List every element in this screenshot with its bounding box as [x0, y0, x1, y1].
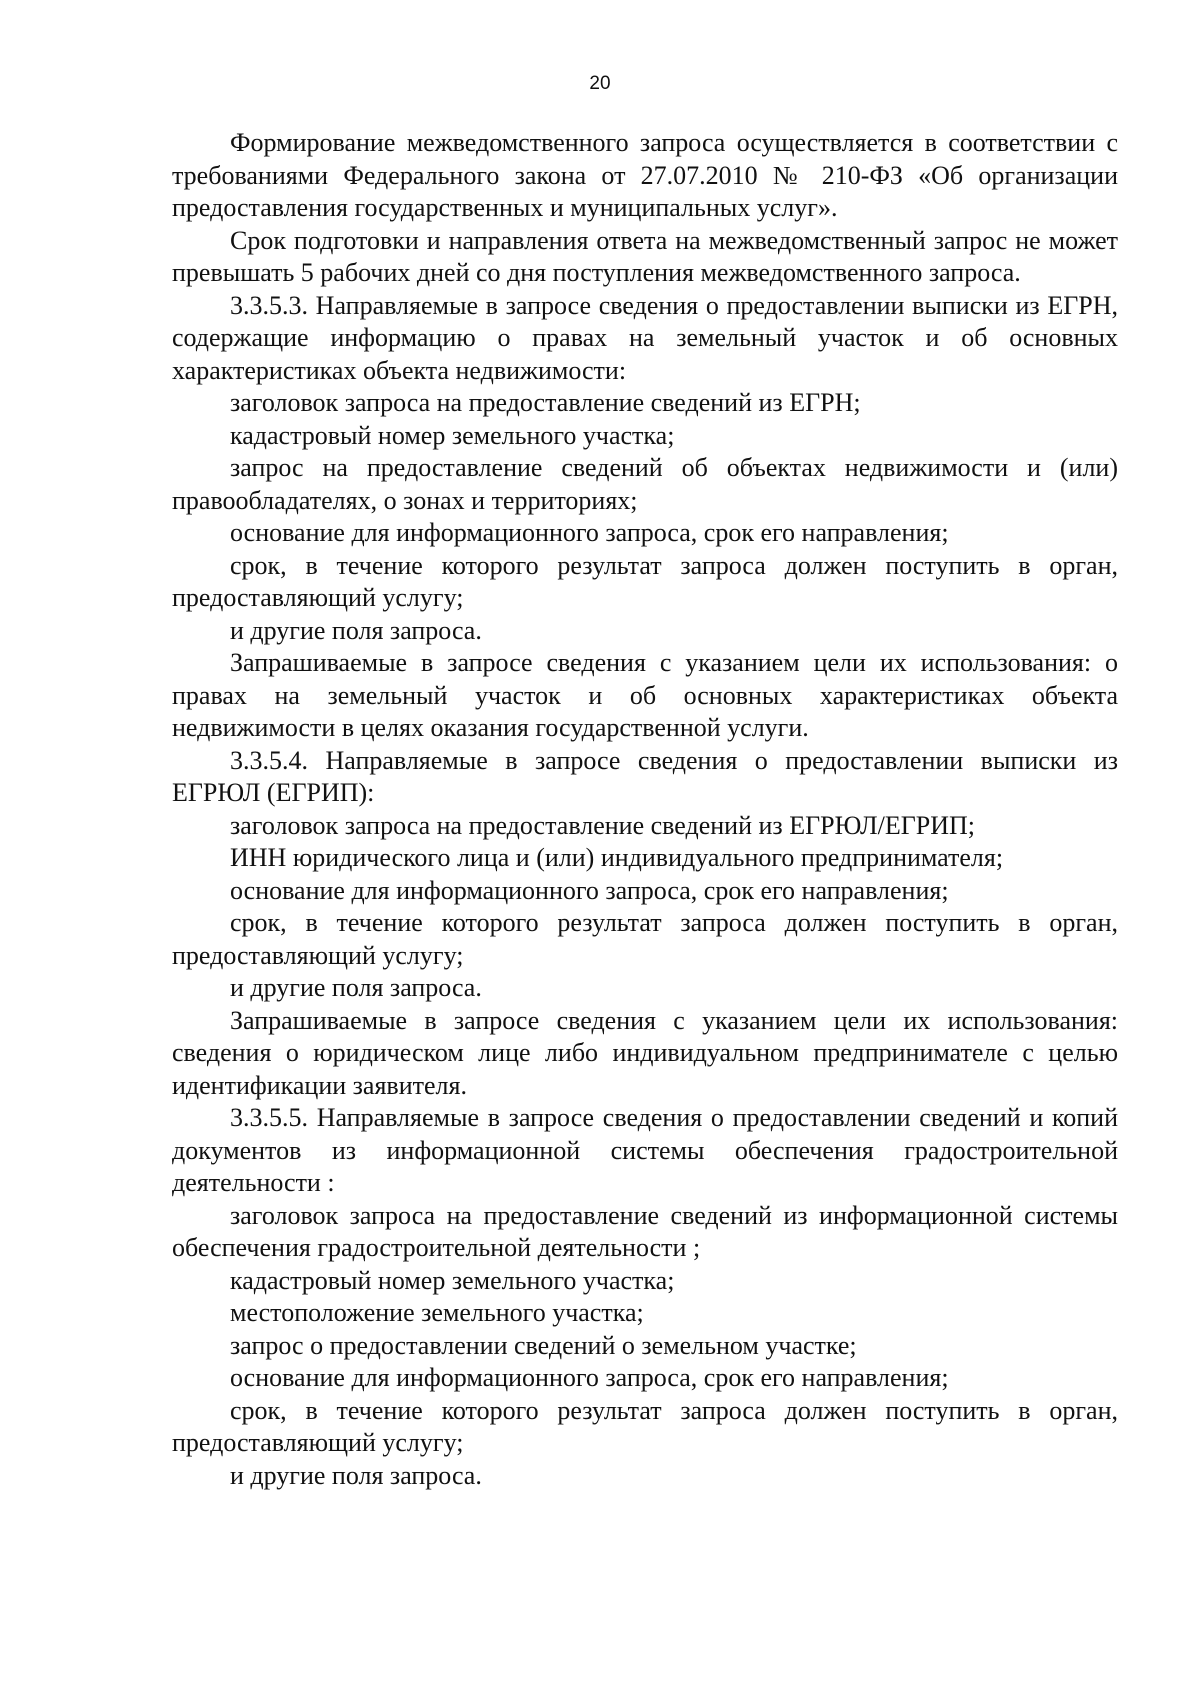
list-item: запрос на предоставление сведений об объектах недвижимости и (или) правообладателях, о зонах и территориях; — [172, 453, 1118, 515]
paragraph: Запрашиваемые в запросе сведения с указанием цели их использования: о правах на земельный участок и об основных характеристиках объекта недвижимости в целях оказания государственной услуги. — [172, 648, 1118, 742]
list-item: срок, в течение которого результат запроса должен поступить в орган, предоставляющий услугу; — [172, 908, 1118, 970]
document-body — [172, 127, 1118, 1492]
list-item: срок, в течение которого результат запроса должен поступить в орган, предоставляющий услугу; — [172, 550, 1118, 612]
list-item: кадастровый номер земельного участка; — [230, 1265, 675, 1295]
paragraph: 3.3.5.5. Направляемые в запросе сведения о предоставлении сведений и копий документов из информационной системы обеспечения градостроительной деятельности : — [172, 1103, 1118, 1197]
list-item: и другие поля запроса. — [230, 1460, 482, 1490]
list-item: кадастровый номер земельного участка; — [230, 420, 675, 450]
page-number: 20 — [589, 73, 611, 94]
list-item: основание для информационного запроса, срок его направления; — [230, 875, 949, 905]
list-item: и другие поля запроса. — [230, 615, 482, 645]
paragraph: Срок подготовки и направления ответа на межведомственный запрос не может превышать 5 рабочих дней со дня поступления межведомственного запроса. — [172, 225, 1118, 287]
list-item: срок, в течение которого результат запроса должен поступить в орган, предоставляющий услугу; — [172, 1395, 1118, 1457]
list-item: ИНН юридического лица и (или) индивидуального предпринимателя; — [230, 843, 1004, 872]
paragraph: Запрашиваемые в запросе сведения с указанием цели их использования: сведения о юридическом лице либо индивидуальном предпринимателе с целью идентификации заявителя. — [172, 1005, 1118, 1100]
list-item: основание для информационного запроса, срок его направления; — [230, 518, 949, 547]
list-item: заголовок запроса на предоставление сведений из ЕГРЮЛ/ЕГРИП; — [230, 810, 975, 840]
paragraph: 3.3.5.3. Направляемые в запросе сведения о предоставлении выписки из ЕГРН, содержащие информацию о правах на земельный участок и об основных характеристиках объекта недвижимости: — [172, 290, 1118, 385]
list-item: местоположение земельного участка; — [230, 1298, 644, 1327]
list-item: заголовок запроса на предоставление сведений из информационной системы обеспечения градостроительной деятельности ; — [172, 1200, 1118, 1262]
list-item: и другие поля запроса. — [230, 973, 482, 1002]
list-item: заголовок запроса на предоставление сведений из ЕГРН; — [230, 388, 861, 417]
list-item: основание для информационного запроса, срок его направления; — [230, 1363, 949, 1392]
list-item: запрос о предоставлении сведений о земельном участке; — [230, 1330, 857, 1360]
paragraph: Формирование межведомственного запроса осуществляется в соответствии с требованиями Федерального закона от 27.07.2010 № 210-ФЗ «Об организации предоставления государственных и муниципальных услуг». — [172, 128, 1118, 222]
paragraph: 3.3.5.4. Направляемые в запросе сведения о предоставлении выписки из ЕГРЮЛ (ЕГРИП): — [172, 745, 1118, 807]
